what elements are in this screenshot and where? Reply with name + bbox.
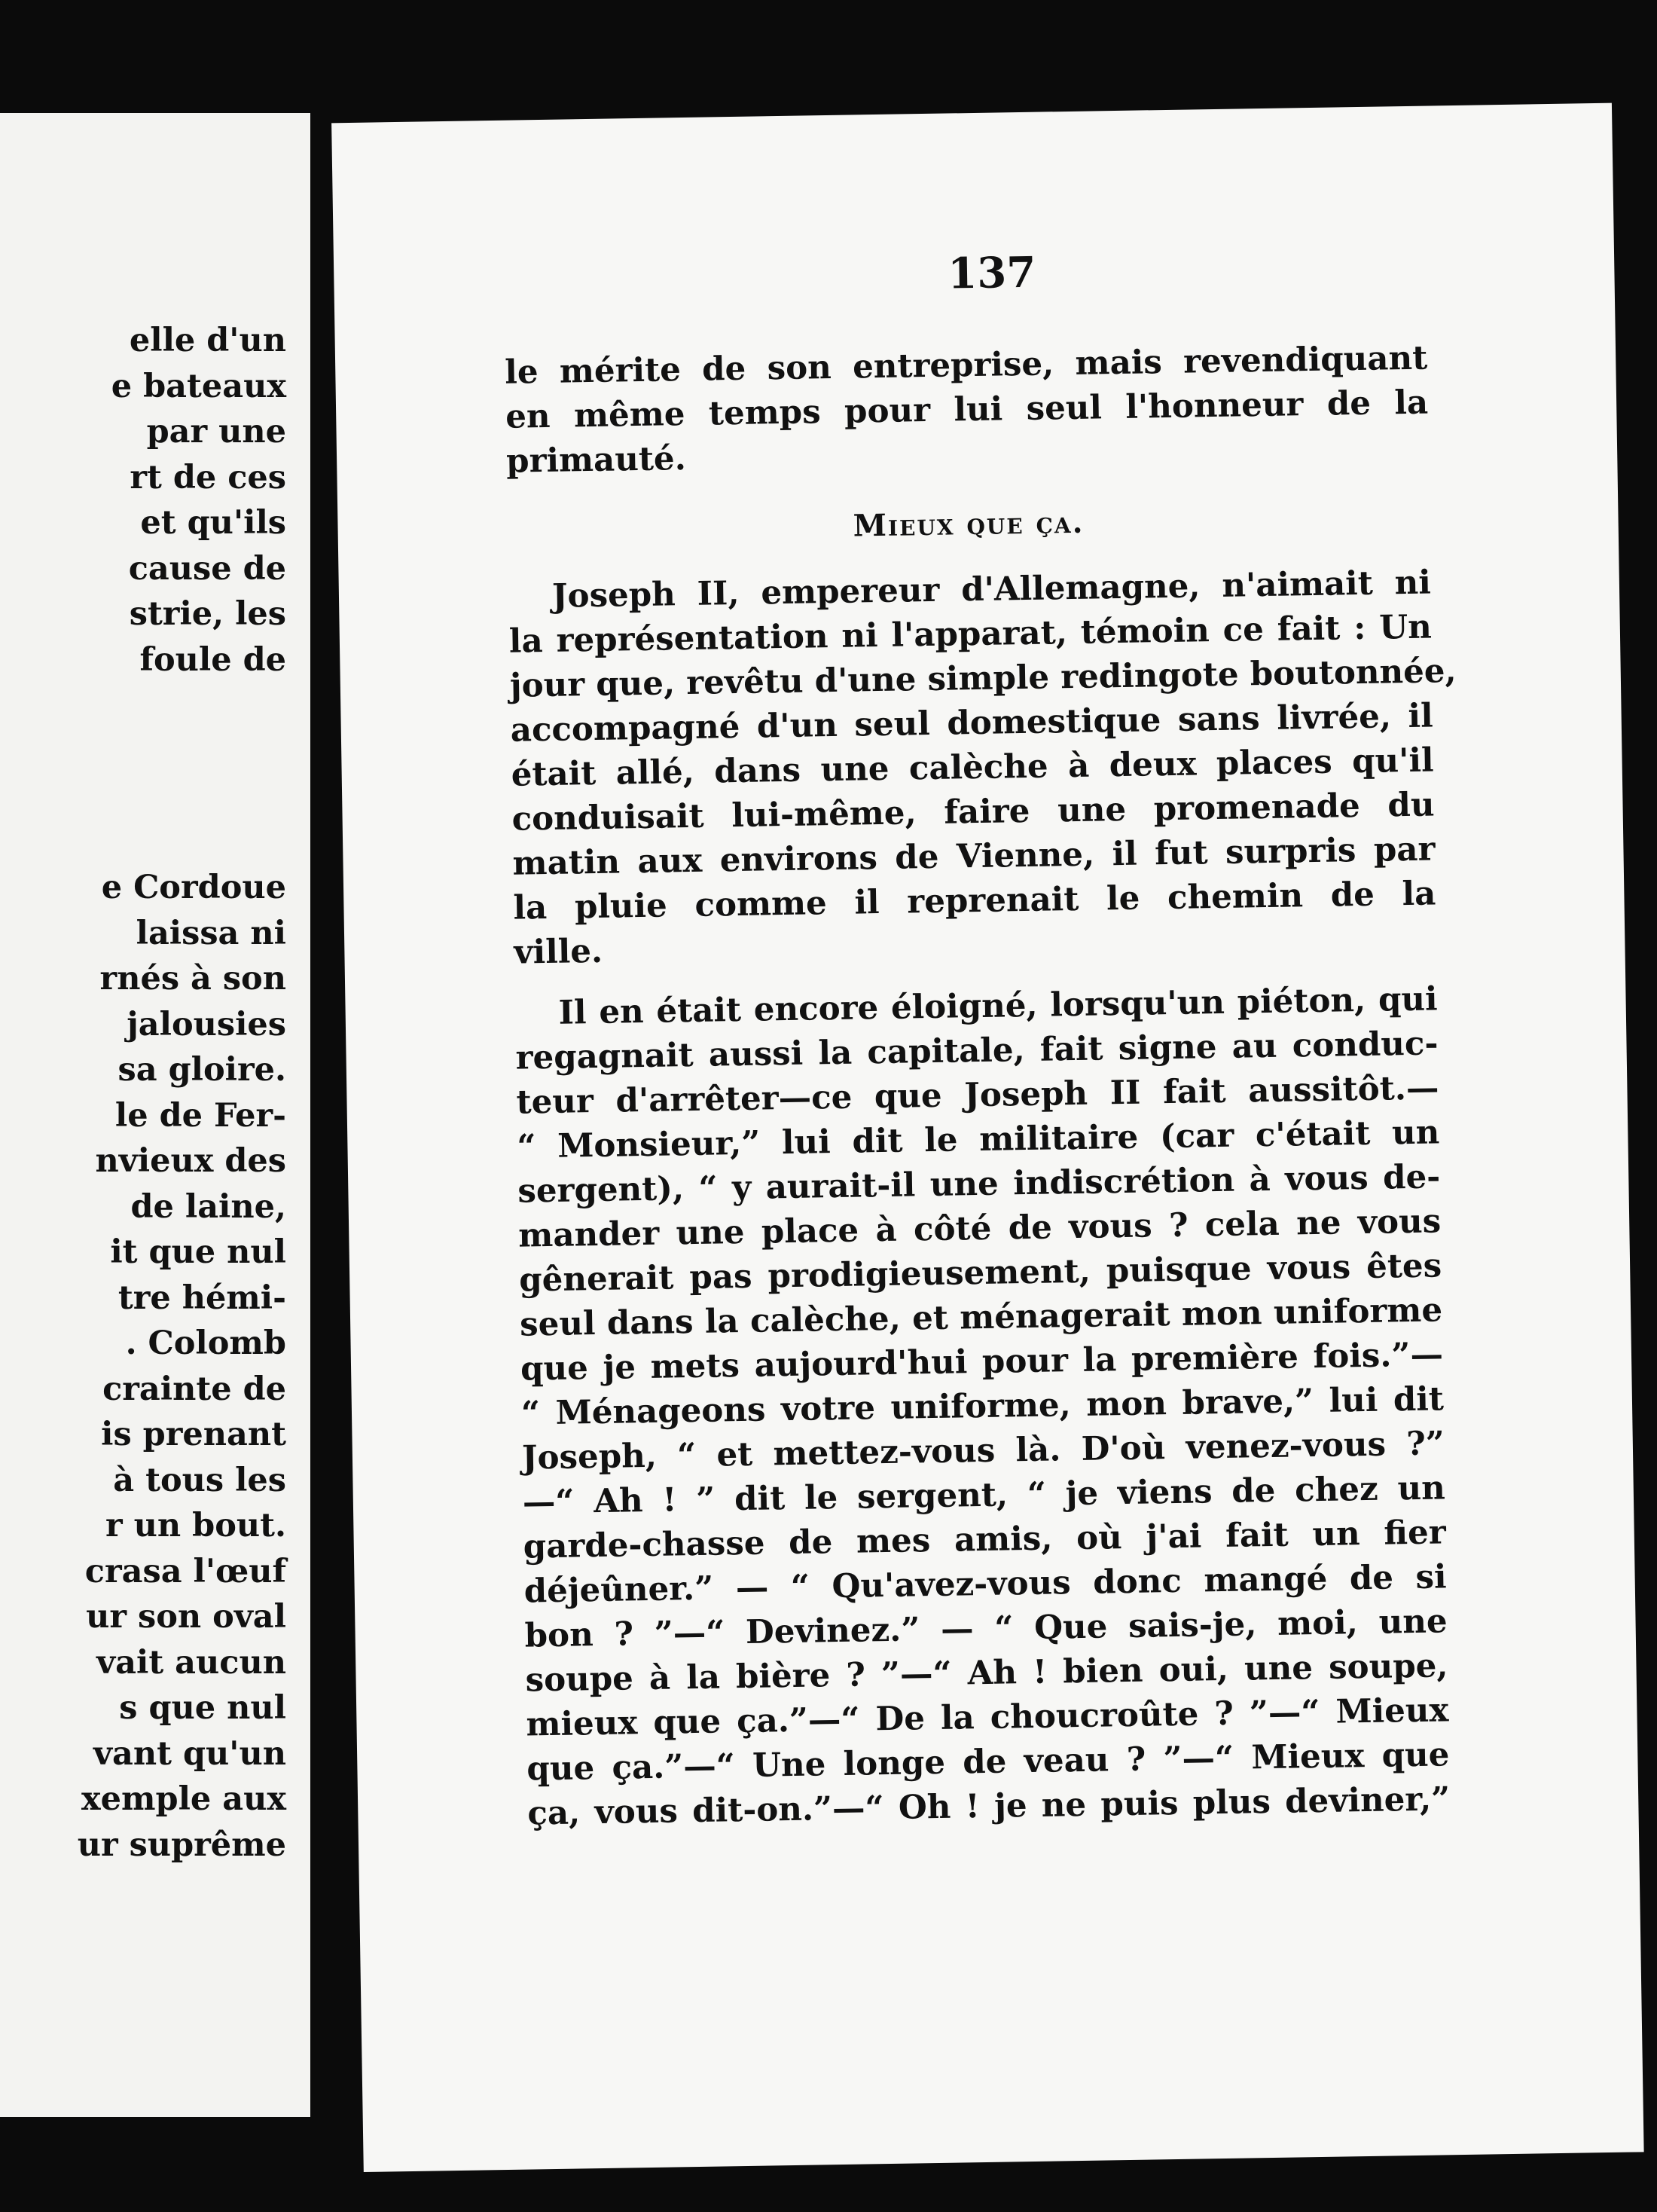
text-line: que je mets aujourd'hui pour la première fois.”—	[520, 1335, 1444, 1389]
left-page-line: . Colomb	[125, 1324, 286, 1362]
left-page	[0, 113, 310, 2117]
text-line: la pluie comme il reprenait le chemin de la	[513, 874, 1436, 927]
text-line: “ Monsieur,” lui dit le militaire (car c'était un	[517, 1113, 1440, 1166]
left-page-line: crasa l'œuf	[84, 1552, 286, 1590]
text-line: le mérite de son entreprise, mais revendiquant	[504, 338, 1428, 392]
section-heading: Mieux que ça.	[853, 504, 1085, 544]
left-page-line: sa gloire.	[117, 1051, 286, 1089]
text-line: regagnait aussi la capitale, fait signe au conduc-	[515, 1024, 1439, 1077]
text-line: sergent), “ y aurait-il une indiscrétion à vous de-	[517, 1157, 1441, 1211]
text-line: teur d'arrêter—ce que Joseph II fait aussitôt.—	[516, 1068, 1439, 1122]
left-page-line: rnés à son	[99, 960, 286, 998]
page-number: 137	[947, 247, 1036, 299]
text-line: accompagné d'un seul domestique sans livrée, il	[510, 696, 1434, 750]
left-page-line: crainte de	[102, 1370, 286, 1408]
left-page-line: s que nul	[119, 1689, 286, 1727]
text-line: jour que, revêtu d'une simple redingote boutonnée,	[509, 651, 1457, 705]
text-line: mander une place à côté de vous ? cela ne vous	[517, 1202, 1442, 1255]
left-page-line: elle d'un	[129, 322, 286, 359]
left-page-line: vait aucun	[96, 1643, 286, 1682]
text-line: bon ? ”—“ Devinez.” — “ Que sais-je, moi, une	[524, 1602, 1448, 1655]
text-line: garde-chasse de mes amis, où j'ai fait un fier	[523, 1513, 1447, 1566]
left-page-line: e Cordoue	[101, 869, 286, 906]
paragraph-1	[508, 561, 1457, 975]
left-page-line: nvieux des	[95, 1142, 286, 1180]
left-page-line	[78, 683, 286, 729]
right-page	[331, 103, 1644, 2172]
left-page-line: ur suprême	[77, 1826, 286, 1864]
left-page-line: vant qu'un	[93, 1734, 286, 1773]
text-line: ville.	[514, 931, 603, 972]
text-line: soupe à la bière ? ”—“ Ah ! bien oui, une soupe,	[525, 1646, 1448, 1700]
left-page-line: rt de ces	[130, 458, 286, 496]
left-page-text	[78, 318, 286, 1868]
left-page-line	[78, 774, 286, 820]
text-line: que ça.”—“ Une longe de veau ? ”—“ Mieux que	[526, 1735, 1450, 1789]
left-page-line: xemple aux	[81, 1780, 286, 1818]
left-page-line: e bateaux	[111, 367, 286, 405]
text-line: ça, vous dit-on.”—“ Oh ! je ne puis plus deviner,”	[526, 1780, 1451, 1833]
left-page-line: tre hémi-	[117, 1279, 286, 1317]
left-page-line: par une	[146, 413, 286, 451]
left-page-line: et qu'ils	[140, 504, 286, 542]
text-line: primauté.	[505, 439, 687, 481]
left-page-line: cause de	[128, 549, 286, 588]
text-line: était allé, dans une calèche à deux places qu'il	[511, 741, 1434, 794]
text-line: Il en était encore éloigné, lorsqu'un piéton, qui	[558, 979, 1438, 1032]
left-page-line: jalousies	[127, 1005, 286, 1043]
left-page-line: strie, les	[129, 595, 286, 633]
left-page-line: ur son oval	[86, 1598, 286, 1636]
left-page-line: laissa ni	[136, 914, 286, 952]
left-page-line: is prenant	[101, 1416, 286, 1453]
text-line: conduisait lui-même, faire une promenade du	[511, 785, 1435, 839]
left-page-line	[78, 820, 286, 866]
text-line: —“ Ah ! ” dit le sergent, “ je viens de chez un	[522, 1468, 1446, 1522]
text-line: déjeûner.” — “ Qu'avez-vous donc mangé de si	[523, 1557, 1447, 1611]
left-page-line	[78, 729, 286, 775]
page-text	[504, 336, 1457, 1836]
text-line: “ Ménageons votre uniforme, mon brave,” lui dit	[520, 1379, 1445, 1433]
left-page-line: à tous les	[113, 1461, 286, 1499]
text-line: Joseph, “ et mettez-vous là. D'où venez-vous ?”	[521, 1424, 1445, 1477]
text-line: matin aux environs de Vienne, il fut surpris par	[512, 830, 1436, 883]
opening-lines	[505, 336, 1430, 484]
text-line: gênerait pas prodigieusement, puisque vous êtes	[518, 1246, 1442, 1300]
text-line: en même temps pour lui seul l'honneur de la	[505, 383, 1429, 436]
left-page-line: foule de	[139, 640, 286, 679]
text-line: seul dans la calèche, et ménagerait mon uniforme	[519, 1291, 1443, 1344]
left-page-line: le de Fer-	[114, 1096, 286, 1135]
text-line: la représentation ni l'apparat, témoin ce fait : Un	[508, 607, 1433, 661]
left-page-line: it que nul	[110, 1233, 286, 1271]
text-line: Joseph II, empereur d'Allemagne, n'aimait ni	[551, 563, 1432, 616]
paragraph-2	[514, 976, 1450, 1835]
left-page-line: de laine,	[130, 1187, 286, 1226]
text-line: mieux que ça.”—“ De la choucroûte ? ”—“ Mieux	[526, 1691, 1449, 1744]
left-page-line: r un bout.	[105, 1507, 286, 1544]
